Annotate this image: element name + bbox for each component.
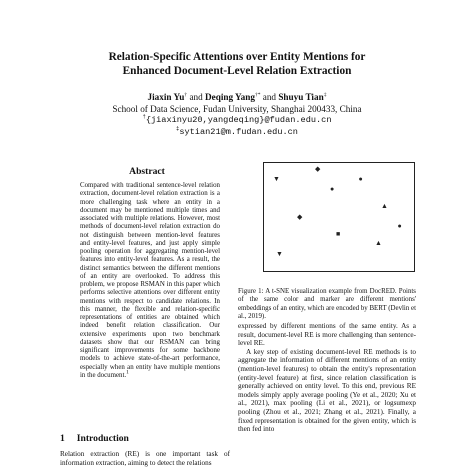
abstract-text: Compared with traditional sentence-level relation extraction, document-level relation extraction is a more challenging task where an entity in a document may be mentioned multiple times and associated with multiple relations. However, most methods of document-level relation extraction do not distinguish between mention-level features and entity-level features, and just apply simple pooling operation for aggregating mention-level features into entity-level features. As a result, the distinct semantics between the different mentions of an entity are overlooked. To address this problem, we propose RSMAN in this paper which performs selective attentions over different entity mentions with respect to candidate relations. In this manner, the flexible and relation-specific representations of entities are obtained which indeed benefit relation classification. Our extensive experiments upon two benchmark datasets show that our RSMAN can bring significant improvements for some backbone models to achieve state-of-the-art performance, especially when an entity have multiple mentions in the document. xyxy=(80,182,220,379)
affiliation: School of Data Science, Fudan University, Shanghai 200433, China xyxy=(112,103,362,114)
section-heading xyxy=(60,433,141,444)
abstract-body xyxy=(80,182,220,380)
email-1: {jiaxinyu20,yangdeqing}@fudan.edu.cn xyxy=(145,115,332,125)
author-block xyxy=(60,92,414,138)
figure-point-1: ▼ xyxy=(273,175,280,184)
figure-point-7: ■ xyxy=(336,230,341,239)
abstract-heading: Abstract xyxy=(129,166,165,177)
figure-point-8: ▲ xyxy=(375,238,382,247)
title-line-1: Relation-Specific Attentions over Entity Mentions for xyxy=(108,51,366,63)
email-2: sytian21@m.fudan.edu.cn xyxy=(179,126,298,137)
author-names xyxy=(60,92,414,104)
author-1: Jiaxin Yu xyxy=(147,92,185,102)
author-3: Shuyu Tian xyxy=(278,92,324,102)
figure-point-6: ● xyxy=(397,221,402,230)
email-2-sup: ‡ xyxy=(176,124,180,132)
abstract-footnote-mark: 1 xyxy=(126,369,129,376)
figure-point-9: ▼ xyxy=(276,249,283,258)
author-2-star: * xyxy=(257,91,261,98)
figure-point-4: ▲ xyxy=(381,202,388,211)
figure-point-2: ● xyxy=(358,175,363,184)
intro-paragraph: Relation extraction (RE) is one important task of information extraction, aiming to detect the relations xyxy=(60,450,230,467)
paper-title xyxy=(60,50,414,78)
author-3-sup: ‡ xyxy=(323,91,327,98)
figure-point-5: ◆ xyxy=(297,213,303,221)
author-and-2: and xyxy=(262,92,277,102)
figure-point-0: ◆ xyxy=(315,165,321,174)
email-1-sup: † xyxy=(142,113,146,121)
author-2-sup: † xyxy=(254,91,258,98)
author-2: Deqing Yang xyxy=(205,92,255,102)
figure-caption: Figure 1: A t-SNE visualization example from DocRED. Points of the same color and marker are different mentions' embeddings of an entity, which are encoded by BERT (Devlin et al., 2019). xyxy=(238,288,416,320)
figure-point-3: ● xyxy=(330,184,335,193)
right-column-text xyxy=(238,322,416,434)
tsne-figure xyxy=(263,162,415,272)
author-and-1: and xyxy=(189,92,203,102)
email-line-2 xyxy=(60,124,414,139)
title-line-2: Enhanced Document-Level Relation Extraction xyxy=(122,65,352,77)
right-col-paragraph-2: A key step of existing document-level RE methods is to aggregate the information of different mentions of an entity (mention-level features) to obtain the entity's representation (entity-level feature) at first, since relation classification is generally achieved on entity level. To this end, previous RE models simply apply average pooling (Ye et al., 2020; Xu et al., 2021), max pooling (Li et al., 2021), or logsumexp pooling (Zhou et al., 2021; Zhang et al., 2021). Finally, a fixed representation is obtained for the given entity, which is then fed into xyxy=(238,347,416,434)
email-line-1 xyxy=(60,115,414,127)
section-title: Introduction xyxy=(76,433,129,444)
right-col-paragraph-1: expressed by different mentions of the same entity. As a result, document-level RE is more challenging than sentence-level RE. xyxy=(238,322,416,348)
section-number: 1 xyxy=(60,433,65,444)
author-1-sup: † xyxy=(184,91,188,98)
